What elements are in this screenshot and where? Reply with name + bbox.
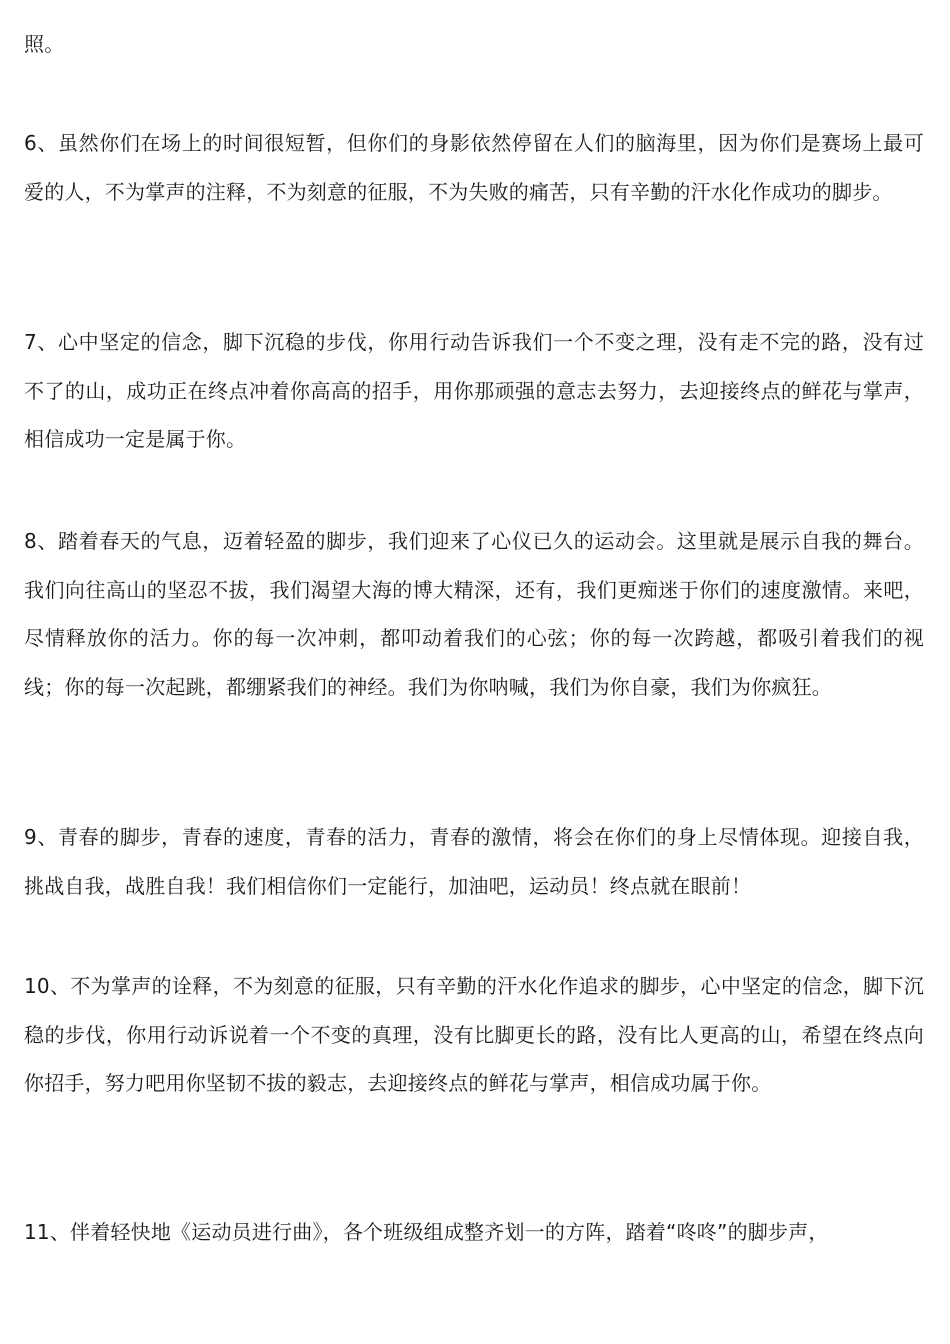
paragraph-6: 6、虽然你们在场上的时间很短暂，但你们的身影依然停留在人们的脑海里，因为你们是赛场上最可爱的人，不为掌声的注释，不为刻意的征服，不为失败的痛苦，只有辛勤的汗水化作成功的脚步。: [24, 131, 924, 204]
paragraph-9: 9、青春的脚步，青春的速度，青春的活力，青春的激情，将会在你们的身上尽情体现。迎接自我，挑战自我，战胜自我！我们相信你们一定能行，加油吧，运动员！终点就在眼前！: [24, 825, 924, 898]
paragraph-7: 7、心中坚定的信念，脚下沉稳的步伐，你用行动告诉我们一个不变之理，没有走不完的路，没有过不了的山，成功正在终点冲着你高高的招手，用你那顽强的意志去努力，去迎接终点的鲜花与掌声，相信成功一定是属于你。: [24, 330, 924, 451]
paragraph-10: 10、不为掌声的诠释，不为刻意的征服，只有辛勤的汗水化作追求的脚步，心中坚定的信念，脚下沉稳的步伐，你用行动诉说着一个不变的真理，没有比脚更长的路，没有比人更高的山，希望在终点向你招手，努力吧用你坚韧不拔的毅志，去迎接终点的鲜花与掌声，相信成功属于你。: [24, 974, 924, 1095]
paragraph-8: 8、踏着春天的气息，迈着轻盈的脚步，我们迎来了心仪已久的运动会。这里就是展示自我的舞台。我们向往高山的坚忍不拔，我们渴望大海的博大精深，还有，我们更痴迷于你们的速度激情。来吧，尽情释放你的活力。你的每一次冲刺，都叩动着我们的心弦；你的每一次跨越，都吸引着我们的视线；你的每一次起跳，都绷紧我们的神经。我们为你呐喊，我们为你自豪，我们为你疯狂。: [24, 529, 924, 699]
paragraph-fragment: 照。: [24, 32, 65, 56]
paragraph-11: 11、伴着轻快地《运动员进行曲》，各个班级组成整齐划一的方阵，踏着“咚咚”的脚步声，: [24, 1220, 829, 1244]
